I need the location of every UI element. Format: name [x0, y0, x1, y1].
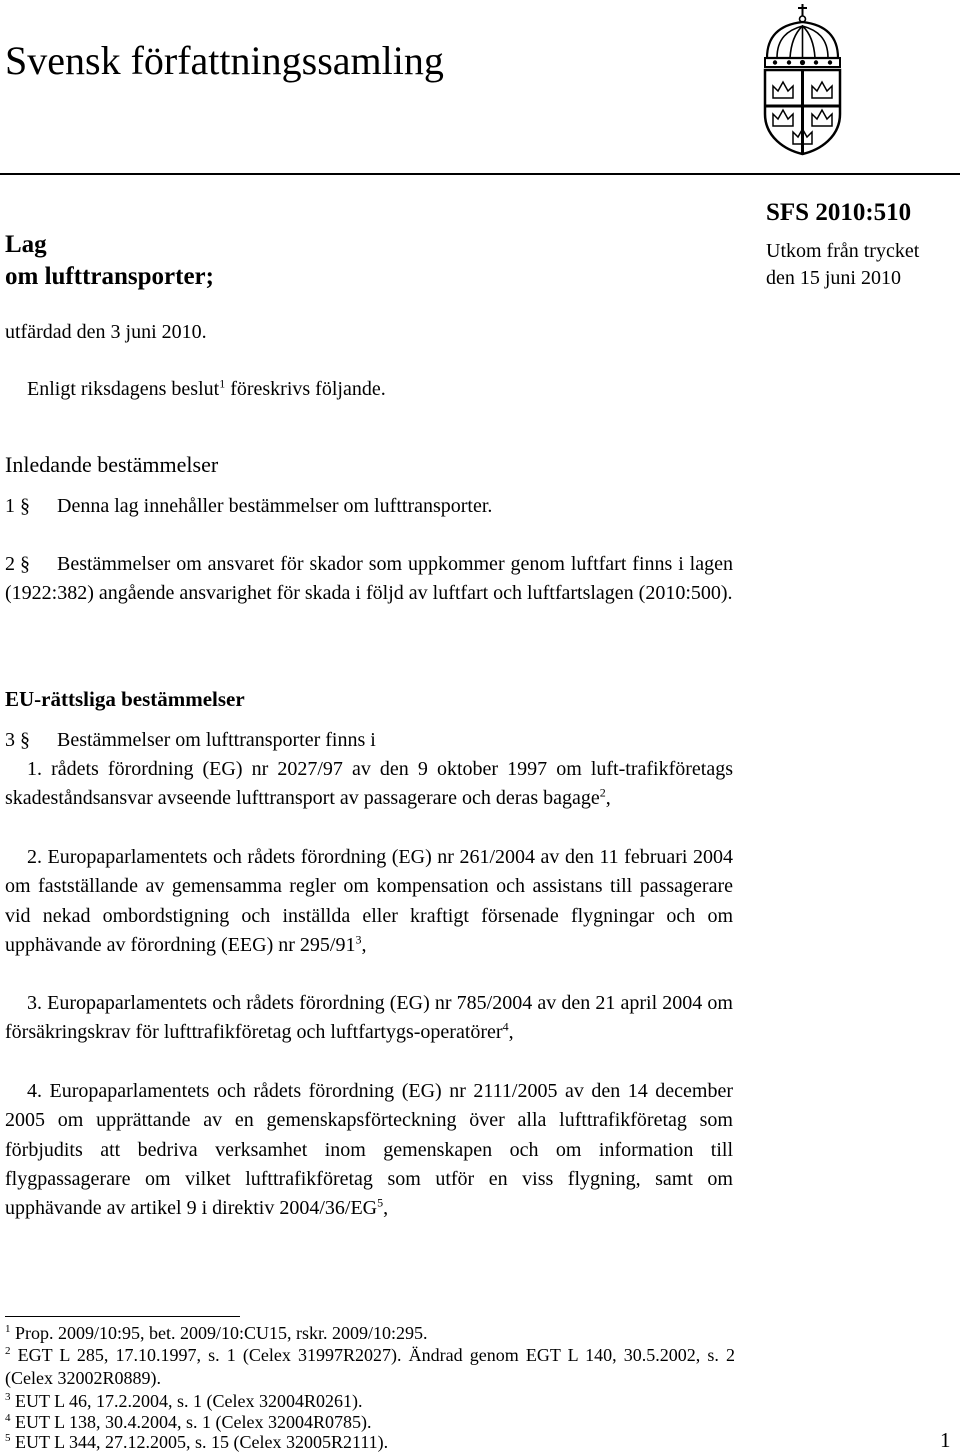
law-title: [5, 229, 214, 293]
paragraph-text: Denna lag innehåller bestämmelser om lufttransporter.: [57, 495, 493, 517]
footnote-ref-4[interactable]: 4: [502, 1019, 509, 1034]
preamble: [27, 375, 386, 404]
footnote-text: EUT L 138, 30.4.2004, s. 1 (Celex 32004R0785).: [15, 1412, 372, 1432]
footnote-divider: [5, 1316, 240, 1317]
footnote-2: [5, 1344, 735, 1390]
paragraph-3: [5, 726, 376, 755]
list-item-text: 2. Europaparlamentets och rådets förordning (EG) nr 261/2004 av den 11 februari 2004 om fastställande av gemensamma regler om kompensation och assistans till passagerare vid nekad ombordstigning och inställda eller kraftigt försenade flygningar och om upphävande av förordning (EEG) nr 295/91: [5, 846, 733, 956]
footnote-3: [5, 1390, 735, 1413]
paragraph-number: 1 §: [5, 495, 30, 517]
list-item-1: [5, 755, 733, 814]
footnote-5: [5, 1431, 735, 1454]
header-divider: [0, 173, 960, 175]
swedish-crest-logo: [755, 2, 850, 157]
paragraph-number: 3 §: [5, 729, 30, 751]
list-item-tail: ,: [508, 1021, 514, 1044]
paragraph-2: [5, 550, 733, 609]
list-item-2: [5, 843, 733, 960]
footnote-number: 5: [5, 1432, 11, 1444]
paragraph-text: Bestämmelser om ansvaret för skador som uppkommer genom luftfart finns i lagen (1922:382) angående ansvarighet för skada i följd av luftfart och luftfartslagen (2010:500).: [5, 553, 733, 605]
paragraph-1: [5, 492, 492, 521]
sfs-number: SFS 2010:510: [766, 199, 912, 226]
footnote-text: EUT L 46, 17.2.2004, s. 1 (Celex 32004R0261).: [15, 1391, 363, 1411]
publication-line-1: Utkom från trycket: [766, 240, 920, 262]
preamble-text-end: föreskrivs följande.: [225, 378, 386, 400]
footnote-number: 1: [5, 1323, 11, 1335]
issued-date: utfärdad den 3 juni 2010.: [5, 321, 207, 343]
section-heading-eu: EU-rättsliga bestämmelser: [5, 687, 245, 711]
footnote-ref-3[interactable]: 3: [355, 932, 362, 947]
masthead-title: Svensk författningssamling: [5, 38, 444, 83]
footnote-text: Prop. 2009/10:95, bet. 2009/10:CU15, rskr. 2009/10:295.: [15, 1323, 428, 1343]
footnote-text: EGT L 285, 17.10.1997, s. 1 (Celex 31997R2027). Ändrad genom EGT L 140, 30.5.2002, s. 2 (Celex 32002R0889).: [5, 1345, 736, 1388]
footnote-1: [5, 1322, 735, 1345]
list-item-text: 1. rådets förordning (EG) nr 2027/97 av den 9 oktober 1997 om luft-trafikföretags skadeståndsansvar avseende lufttransport av passagerare och deras bagage: [5, 758, 733, 810]
footnote-number: 2: [5, 1345, 11, 1357]
list-item-tail: ,: [361, 933, 367, 956]
list-item-text: 4. Europaparlamentets och rådets förordning (EG) nr 2111/2005 av den 14 december 2005 om upprättande av en gemenskapsförteckning över alla lufttrafikföretag som förbjudits att bedriva verksamhet inom gemenskapen och om information till flygpassagerare om vilket lufttrafikföretag som utför en viss flygning, samt om upphävande av artikel 9 i direktiv 2004/36/EG: [5, 1080, 733, 1220]
paragraph-number: 2 §: [5, 553, 30, 575]
footnote-number: 3: [5, 1391, 11, 1403]
law-title-line-2: om lufttransporter;: [5, 263, 214, 290]
footnote-ref-1[interactable]: 1: [219, 376, 226, 391]
list-item-tail: ,: [605, 787, 611, 810]
list-item-3: [5, 989, 733, 1048]
publication-line-2: den 15 juni 2010: [766, 267, 901, 289]
publication-date: [766, 238, 919, 292]
section-heading-intro: Inledande bestämmelser: [5, 452, 219, 477]
footnote-ref-5[interactable]: 5: [377, 1195, 384, 1210]
footnote-text: EUT L 344, 27.12.2005, s. 15 (Celex 32005R2111).: [15, 1432, 389, 1452]
list-item-4: [5, 1077, 733, 1223]
list-item-text: 3. Europaparlamentets och rådets förordning (EG) nr 785/2004 av den 21 april 2004 om försäkringskrav för lufttrafikföretag och luftfartygs-operatörer: [5, 992, 733, 1044]
page-number: 1: [940, 1428, 951, 1452]
paragraph-text: Bestämmelser om lufttransporter finns i: [57, 729, 376, 751]
list-item-tail: ,: [383, 1197, 389, 1220]
law-title-line-1: Lag: [5, 231, 47, 258]
footnote-number: 4: [5, 1412, 11, 1424]
preamble-text: Enligt riksdagens beslut: [27, 378, 220, 400]
footnote-ref-2[interactable]: 2: [599, 785, 606, 800]
